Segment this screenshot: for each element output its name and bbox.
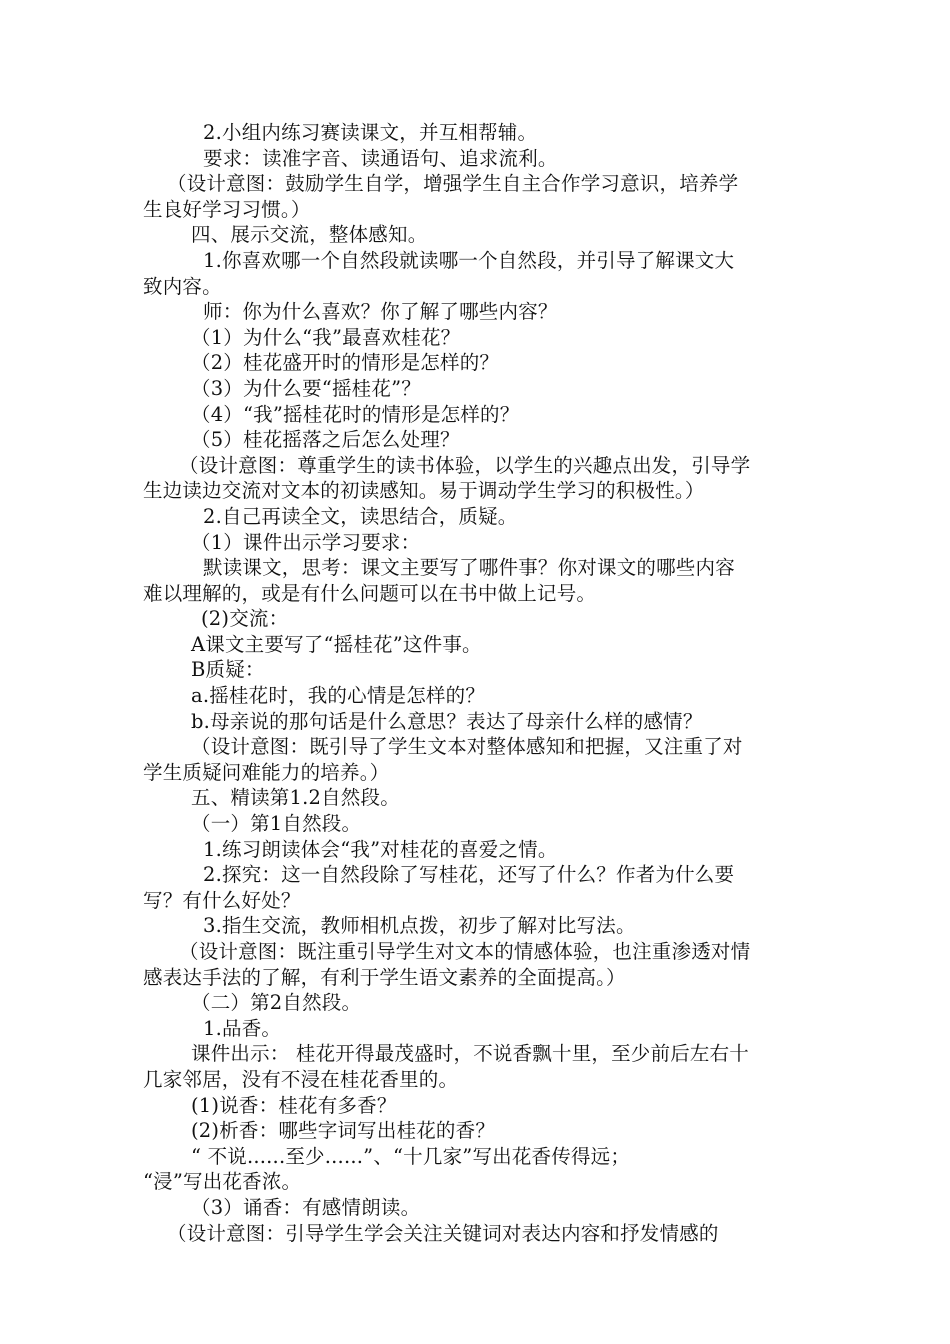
text-line: （5）桂花摇落之后怎么处理？	[191, 428, 460, 452]
text-line: A课文主要写了“摇桂花”这件事。	[191, 632, 482, 656]
text-line: （2）桂花盛开时的情形是怎样的？	[191, 351, 500, 375]
text-line: （设计意图：鼓励学生自学，增强学生自主合作学习意识，培养学	[167, 172, 739, 196]
text-line: 生边读边交流对文本的初读感知。易于调动学生学习的积极性。）	[143, 479, 705, 503]
text-line: 2.探究：这一自然段除了写桂花，还写了什么？作者为什么要	[203, 863, 735, 887]
text-line: 默读课文，思考：课文主要写了哪件事？你对课文的哪些内容	[203, 556, 735, 580]
text-line: 师：你为什么喜欢？你了解了哪些内容？	[203, 300, 558, 324]
text-line: （一）第1自然段。	[191, 812, 362, 836]
text-line: （1）课件出示学习要求：	[191, 530, 421, 554]
text-line: 难以理解的，或是有什么问题可以在书中做上记号。	[143, 581, 597, 605]
text-line: 课件出示： 桂花开得最茂盛时，不说香飘十里，至少前后左右十	[191, 1042, 749, 1066]
text-line: 1.品香。	[203, 1016, 282, 1040]
text-line: （设计意图：既引导了学生文本对整体感知和把握，又注重了对	[191, 735, 743, 759]
text-line: 四、展示交流，整体感知。	[191, 223, 428, 247]
text-line: 几家邻居，没有不浸在桂花香里的。	[143, 1067, 459, 1091]
text-line: 感表达手法的了解，有利于学生语文素养的全面提高。）	[143, 965, 626, 989]
text-line: 2.小组内练习赛读课文，并互相帮辅。	[203, 121, 538, 144]
text-line: “ 不说......至少......”、“十几家”写出花香传得远；	[191, 1144, 631, 1168]
text-line: (2)析香：哪些字词写出桂花的香？	[191, 1119, 496, 1143]
text-line: 3.指生交流，教师相机点拨，初步了解对比写法。	[203, 914, 636, 938]
text-line: （二）第2自然段。	[191, 991, 362, 1015]
text-line: （设计意图：尊重学生的读书体验，以学生的兴趣点出发，引导学	[179, 453, 751, 477]
text-line: （设计意图：引导学生学会关注关键词对表达内容和抒发情感的	[167, 1221, 719, 1245]
text-line: （4）“我”摇桂花时的情形是怎样的？	[191, 402, 520, 426]
text-line: 1.你喜欢哪一个自然段就读哪一个自然段，并引导了解课文大	[203, 248, 735, 272]
text-line: （3）诵香：有感情朗读。	[191, 1195, 421, 1219]
text-line: 要求：读准字音、读通语句、追求流利。	[203, 146, 558, 170]
document-body	[143, 120, 808, 1246]
text-line: a.摇桂花时，我的心情是怎样的？	[191, 684, 486, 708]
text-line: (1)说香：桂花有多香？	[191, 1093, 397, 1117]
text-line: （3）为什么要“摇桂花”？	[191, 376, 421, 400]
text-line: 学生质疑问难能力的培养。）	[143, 760, 390, 784]
text-line: 生良好学习习惯。）	[143, 197, 311, 221]
text-line: b.母亲说的那句话是什么意思？表达了母亲什么样的感情？	[191, 709, 703, 733]
text-line: (2)交流：	[201, 607, 289, 631]
text-line: 2.自己再读全文，读思结合，质疑。	[203, 504, 518, 528]
text-line: （1）为什么“我”最喜欢桂花？	[191, 325, 461, 349]
text-line: 致内容。	[143, 274, 222, 298]
text-line: 1.练习朗读体会“我”对桂花的喜爱之情。	[203, 837, 558, 861]
text-line: B质疑：	[191, 658, 265, 682]
text-line: “浸”写出花香浓。	[143, 1170, 302, 1194]
text-line: 写？有什么好处？	[143, 888, 301, 912]
text-line: （设计意图：既注重引导学生对文本的情感体验，也注重渗透对情	[179, 940, 751, 963]
text-line: 五、精读第1.2自然段。	[191, 786, 400, 810]
